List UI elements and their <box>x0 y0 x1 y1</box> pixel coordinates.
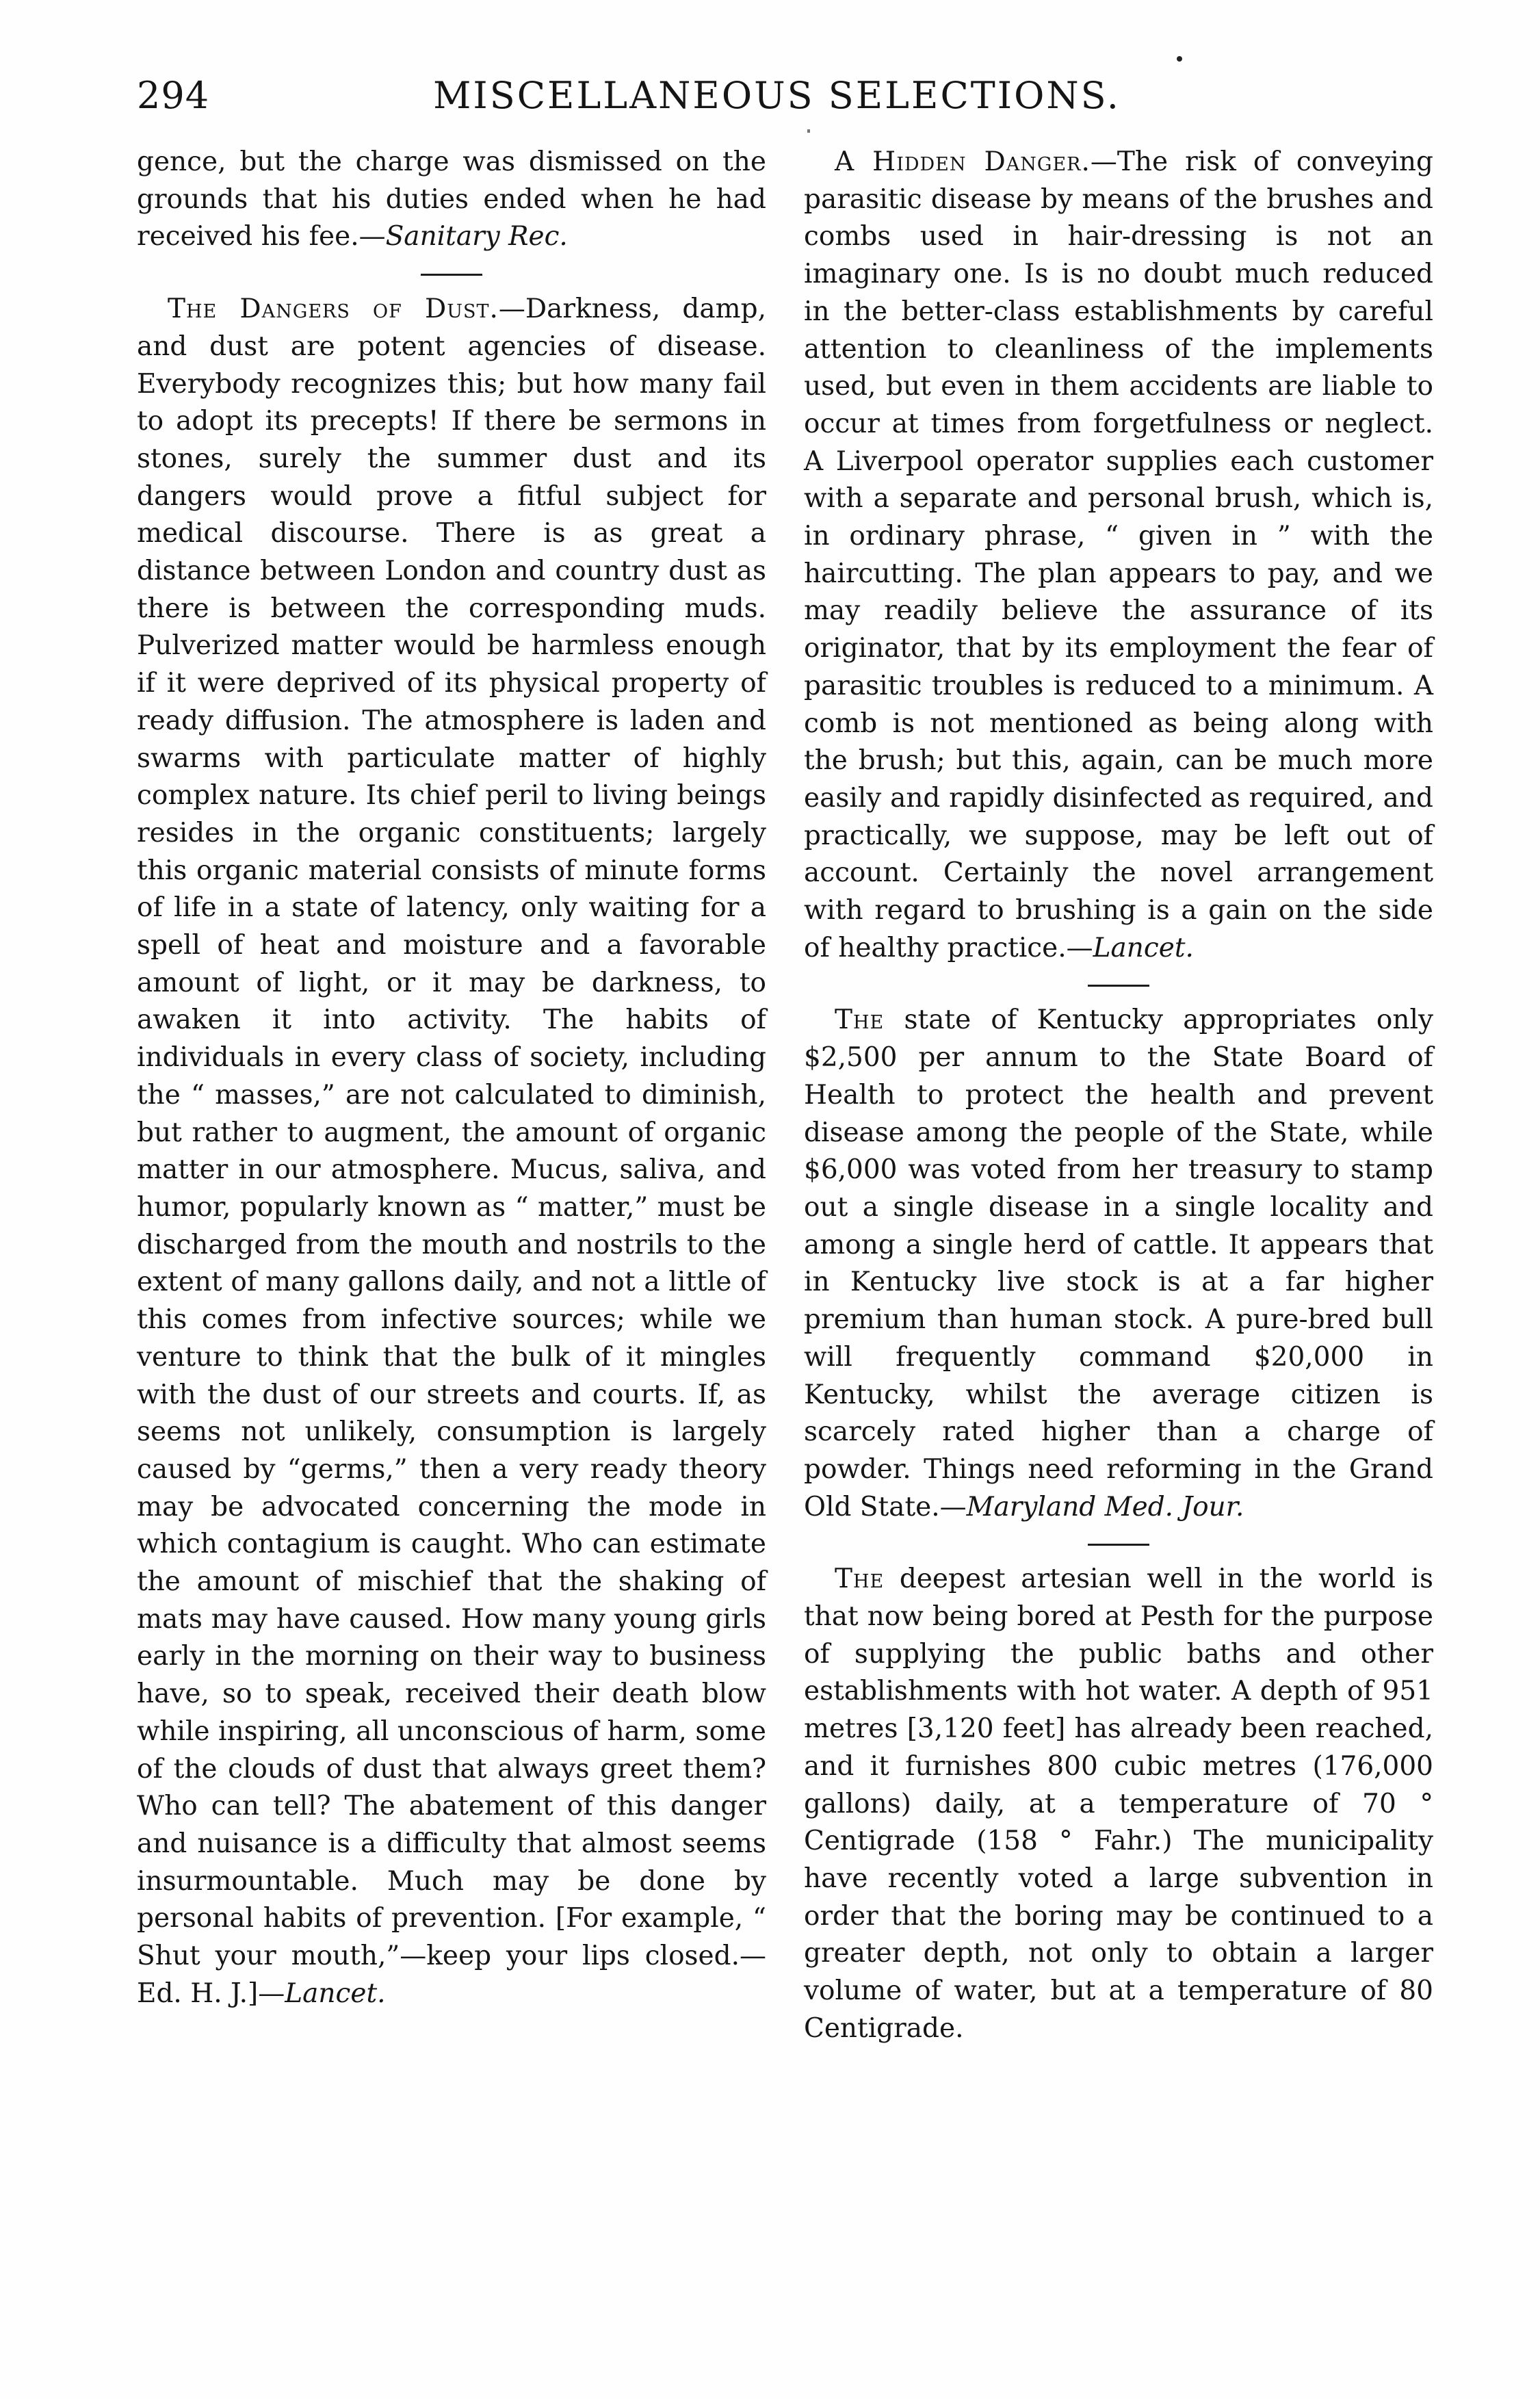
artesian-well-text: deepest artesian well in the world is that now being bored at Pesth for the purpose of supplying the public baths and other establishments with hot water. A depth of 951 metres [3,120 feet] has already been reached, and it furnishes 800 cubic metres (176,000 gallons) daily, at a temperature of 70 ° Centigrade (158 ° Fahr.) The municipality have recently voted a large subvention in order that the boring may be continued to a greater depth, not only to obtain a larger volume of water, but at a temperature of 80 Centigrade. <box>804 1564 1433 2044</box>
kentucky-article-source: Maryland Med. Jour. <box>966 1491 1244 1522</box>
hidden-danger-text: —The risk of conveying parasitic disease by means of the brushes and combs used in hair-dressing is not an imaginary one. Is is no doubt much reduced in the better-class establishments by careful attention to cleanliness of the implements used, but even in them accidents are liable to occur at times from forgetfulness or neglect. A Liverpool operator supplies each customer with a separate and personal brush, which is, in ordinary phrase, “ given in ” with the haircutting. The plan appears to pay, and we may readily believe the assurance of its originator, that by its employment the fear of parasitic troubles is reduced to a minimum. A comb is not mentioned as being along with the brush; but this, again, can be much more easily and rapidly disinfected as required, and practically, we suppose, may be left out of account. Certainly the novel arrangement with regard to brushing is a gain on the side of healthy practice.— <box>804 146 1433 963</box>
dust-article-text: —Darkness, damp, and dust are potent agencies of disease. Everybody recognizes this; but how many fail to adopt its precepts! If there be sermons in stones, surely the summer dust and its dangers would prove a fitful subject for medical discourse. There is as great a distance between London and country dust as there is between the corresponding muds. Pulverized matter would be harmless enough if it were deprived of its physical property of ready diffusion. The atmosphere is laden and swarms with particulate matter of highly complex nature. Its chief peril to living beings resides in the organic constituents; largely this organic material consists of minute forms of life in a state of latency, only waiting for a spell of heat and moisture and a favorable amount of light, or it may be darkness, to awaken it into activity. The habits of individuals in every class of society, including the “ masses,” are not calculated to diminish, but rather to augment, the amount of organic matter in our atmosphere. Mucus, saliva, and humor, popularly known as “ matter,” must be discharged from the mouth and nostrils to the extent of many gallons daily, and not a little of this comes from infective sources; while we venture to think that the bulk of it mingles with the dust of our streets and courts. If, as seems not unlikely, consumption is largely caused by “germs,” then a very ready theory may be advocated concerning the mode in which contagium is caught. Who can estimate the amount of mischief that the shaking of mats may have caused. How many young girls early in the morning on their way to business have, so to speak, received their death blow while inspiring, all unconscious of harm, some of the clouds of dust that always greet them? Who can tell? The abatement of this danger and nuisance is a difficulty that almost seems insurmountable. Much may be done by personal habits of prevention. [For example, “ Shut your mouth,”—keep your lips closed.—Ed. H. J.]— <box>137 294 766 2009</box>
right-column <box>804 144 1433 2047</box>
kentucky-article <box>804 1002 1433 1526</box>
page-number: 294 <box>137 74 210 117</box>
section-divider <box>1088 1544 1149 1546</box>
left-column <box>137 144 766 2012</box>
print-dot-mark <box>1177 56 1182 62</box>
kentucky-article-title: The <box>835 1004 885 1036</box>
artesian-well-article <box>804 1561 1433 2047</box>
opening-paragraph <box>137 144 766 256</box>
dust-article <box>137 291 766 2012</box>
kentucky-article-text: state of Kentucky appropriates only $2,500 per annum to the State Board of Health to protect the health and prevent disease among the people of the State, while $6,000 was voted from her treasury to stamp out a single disease in a single locality and among a single herd of cattle. It appears that in Kentucky live stock is at a far higher premium than human stock. A pure-bred bull will frequently command $20,000 in Kentucky, whilst the average citizen is scarcely rated higher than a charge of powder. Things need reforming in the Grand Old State.— <box>804 1004 1433 1522</box>
opening-source: Sanitary Rec. <box>385 221 568 252</box>
hidden-danger-source: Lancet. <box>1093 932 1194 963</box>
dust-article-title: The Dangers of Dust. <box>168 294 499 325</box>
dust-article-source: Lancet. <box>285 1977 386 2009</box>
running-head <box>137 74 1417 135</box>
hidden-danger-title: A Hidden Danger. <box>835 146 1091 177</box>
hidden-danger-article <box>804 144 1433 967</box>
section-divider <box>421 274 482 276</box>
opening-text: gence, but the charge was dismissed on the grounds that his duties ended when he had received his fee.— <box>137 146 766 252</box>
page-title: MISCELLANEOUS SELECTIONS. <box>433 74 1121 117</box>
artesian-well-title: The <box>835 1564 885 1595</box>
section-divider <box>1088 985 1149 987</box>
